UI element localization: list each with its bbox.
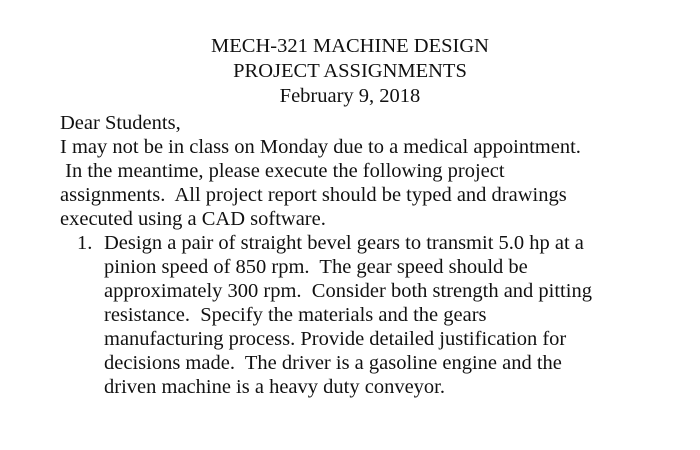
salutation: Dear Students, bbox=[60, 112, 181, 134]
document-title: PROJECT ASSIGNMENTS bbox=[233, 60, 467, 82]
assignment-line: decisions made. The driver is a gasoline engine and the bbox=[104, 352, 562, 374]
intro-line: assignments. All project report should be typed and drawings bbox=[60, 184, 567, 206]
assignment-line: manufacturing process. Provide detailed justification for bbox=[104, 328, 567, 350]
assignment-line: pinion speed of 850 rpm. The gear speed should be bbox=[104, 256, 528, 278]
assignment-line: Design a pair of straight bevel gears to transmit 5.0 hp at a bbox=[104, 232, 584, 254]
intro-line: In the meantime, please execute the following project bbox=[60, 160, 505, 182]
assignment-item bbox=[60, 231, 660, 399]
document-header bbox=[0, 34, 700, 109]
intro-line: I may not be in class on Monday due to a medical appointment. bbox=[60, 136, 581, 158]
assignment-line: resistance. Specify the materials and the gears bbox=[104, 304, 487, 326]
assignment-number: 1. bbox=[77, 232, 93, 254]
assignment-line: driven machine is a heavy duty conveyor. bbox=[104, 376, 445, 398]
course-title: MECH-321 MACHINE DESIGN bbox=[211, 35, 489, 57]
document-body bbox=[60, 111, 660, 399]
intro-line: executed using a CAD software. bbox=[60, 208, 326, 230]
assignment-line: approximately 300 rpm. Consider both strength and pitting bbox=[104, 280, 592, 302]
document-date: February 9, 2018 bbox=[279, 85, 421, 107]
assignment-list bbox=[60, 231, 660, 399]
